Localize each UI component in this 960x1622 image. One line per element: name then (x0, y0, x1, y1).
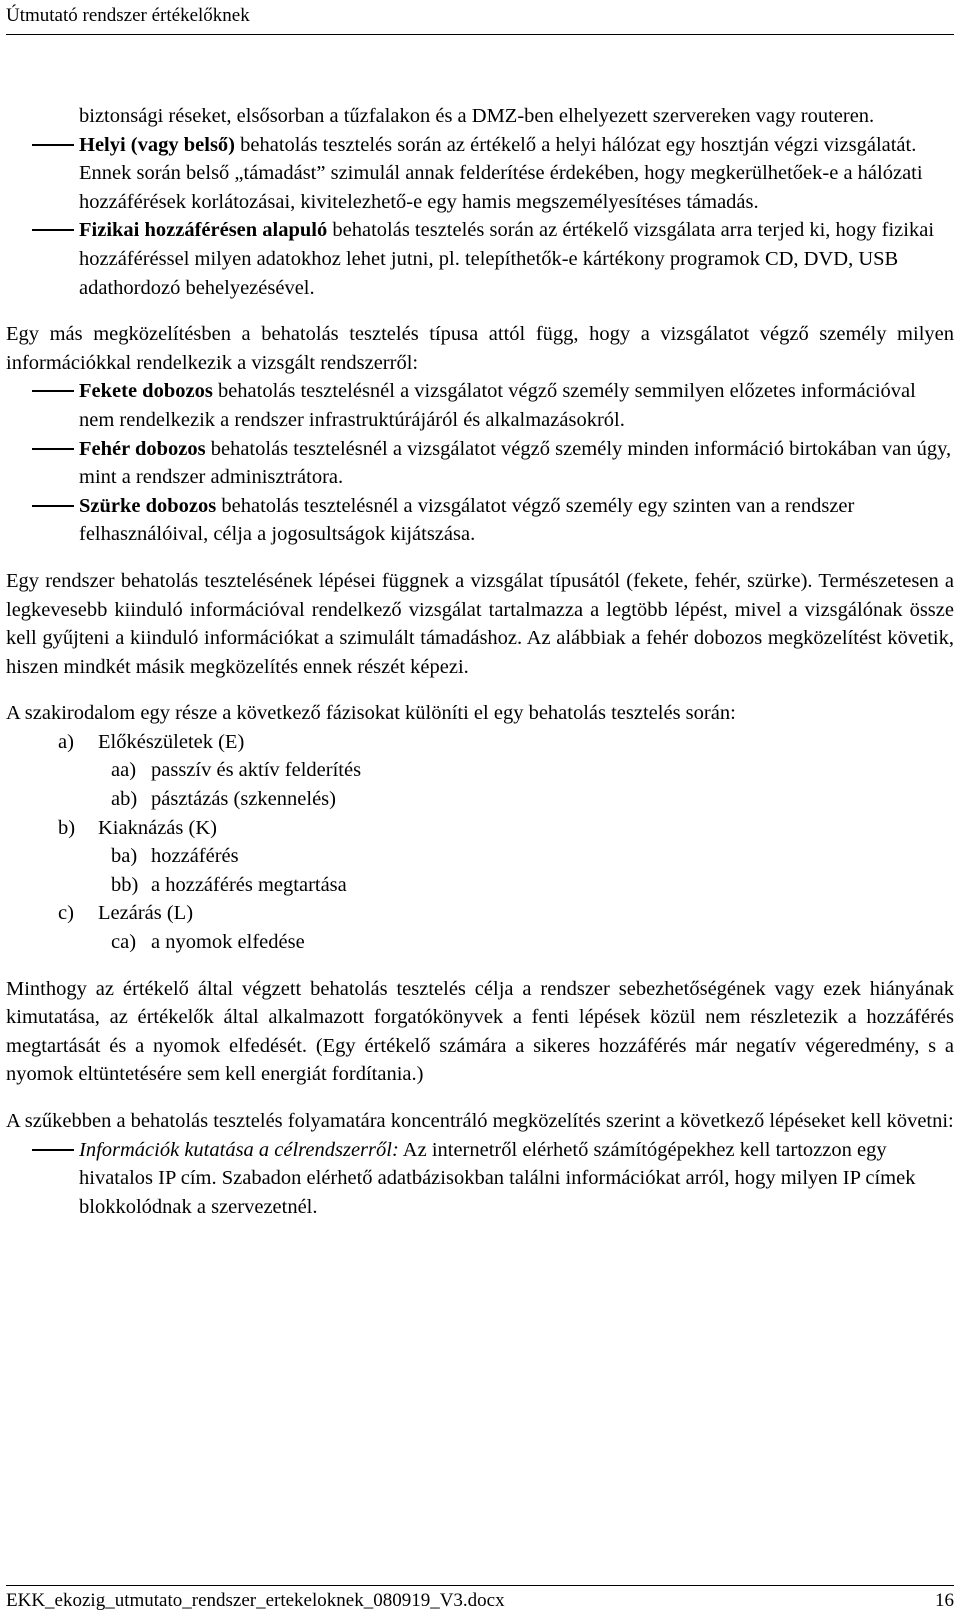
continued-text (6, 102, 954, 131)
list-marker: ba) (111, 845, 138, 868)
page-number: 16 (935, 1590, 954, 1611)
term-bold: Helyi (vagy belső) (79, 133, 236, 156)
phase-item (6, 728, 954, 757)
dash-bullet-icon (32, 229, 74, 231)
subphase-item (6, 756, 954, 785)
term-bold: Fizikai hozzáférésen alapuló (79, 219, 328, 242)
phase-label: Lezárás (L) (98, 902, 194, 925)
term-bold: Szürke dobozos (79, 494, 217, 517)
item-text: Az internetről elérhető számítógépekhez kell tartozzon egy hivatalos IP cím. Szabadon elérhető adatbázisokban találni információkat arról, hogy milyen IP címek blokkolódnak a szervezetnél. (79, 1138, 916, 1218)
item-text: behatolás tesztelésnél a vizsgálatot végző személy semmilyen előzetes információval nem rendelkezik a rendszer infrastruktúrájáról és alkalmazásokról. (79, 380, 916, 431)
list-item (6, 435, 954, 492)
phase-list (6, 728, 954, 957)
subphase-label: passzív és aktív felderítés (151, 759, 362, 782)
paragraph: Egy rendszer behatolás tesztelésének lépései függnek a vizsgálat típusától (fekete, fehér, szürke). Természetesen a legkevesebb kiinduló információval rendelkező vizsgálat tartalmazza a legtöbb lépést, mivel a vizsgálónak össze kell gyűjteni a kiinduló információkat a szimulált támadáshoz. Az alábbiak a fehér dobozos megközelítést követik, hiszen mindkét másik megközelítés ennek részét képezi. (6, 569, 954, 678)
document-body (6, 102, 954, 1221)
item-text: behatolás tesztelés során az értékelő a helyi hálózat egy hosztján végzi vizsgálatát. Ennek során belső „támadást” szimulál annak felderítése érdekében, hogy megkerülhetőek-e a hálózati hozzáférések korlátozásai, kivitelezhető-e egy hamis megszemélyesítéses támadás. (79, 133, 923, 213)
item-text: behatolás tesztelésnél a vizsgálatot végző személy minden információ birtokában van úgy, mint a rendszer adminisztrátora. (79, 437, 952, 489)
dash-bullet-icon (32, 448, 74, 450)
item-text: behatolás tesztelés során az értékelő vizsgálata arra terjed ki, hogy fizikai hozzáféréssel milyen adatokhoz lehet jutni, pl. telepíthetők-e kártékony programok CD, DVD, USB adathordozó behelyezésével. (79, 219, 935, 299)
phase-item (6, 899, 954, 928)
phase-label: Előkészületek (E) (98, 730, 245, 753)
paragraph-text: biztonsági réseket, elsősorban a tűzfalakon és a DMZ-ben elhelyezett szervereken vagy routeren. (79, 105, 875, 127)
dash-bullet-icon (32, 1149, 74, 1151)
paragraph: Egy más megközelítésben a behatolás tesztelés típusa attól függ, hogy a vizsgálatot végző személy milyen információkkal rendelkezik a vizsgált rendszerről: (6, 323, 954, 374)
subphase-label: hozzáférés (151, 845, 239, 868)
subphase-item (6, 928, 954, 957)
paragraph: A szűkebben a behatolás tesztelés folyamatára koncentráló megközelítés szerint a következő lépéseket kell követni: (6, 1110, 954, 1132)
subphase-item (6, 785, 954, 814)
item-text: behatolás tesztelésnél a vizsgálatot végző személy egy szinten van a rendszer felhasználóival, célja a jogosultságok kijátszása. (79, 494, 855, 546)
list-marker: bb) (111, 873, 139, 896)
list-marker: c) (58, 902, 74, 925)
subphase-label: pásztázás (szkennelés) (151, 788, 336, 811)
list-item (6, 216, 954, 302)
paragraph: Minthogy az értékelő által végzett behatolás tesztelés célja a rendszer sebezhetőségének vagy ezek hiányának kimutatása, az értékelők által alkalmazott forgatókönyvek a fenti lépések közül nem részletezik a hozzáférés megtartását és a nyomok elfedését. (Egy értékelő számára a sikeres hozzáférés már negatív végeredmény, s a nyomok eltüntetésére sem kell energiát fordítania.) (6, 977, 954, 1086)
list-item (6, 131, 954, 217)
footer-filename: EKK_ekozig_utmutato_rendszer_ertekeloknek_080919_V3.docx (6, 1590, 505, 1611)
list-item (6, 492, 954, 549)
subphase-label: a hozzáférés megtartása (151, 873, 347, 896)
subphase-item (6, 842, 954, 871)
page-header (6, 2, 954, 35)
dash-bullet-icon (32, 144, 74, 146)
subphase-item (6, 871, 954, 900)
list-marker: aa) (111, 759, 137, 782)
dash-bullet-icon (32, 390, 74, 392)
phase-label: Kiaknázás (K) (98, 816, 217, 839)
subphase-label: a nyomok elfedése (151, 931, 305, 954)
paragraph: A szakirodalom egy része a következő fázisokat különíti el egy behatolás tesztelés során: (6, 702, 736, 725)
dash-bullet-icon (32, 505, 74, 507)
term-italic: Információk kutatása a célrendszerről: (79, 1138, 399, 1161)
term-bold: Fekete dobozos (79, 380, 213, 403)
phase-item (6, 814, 954, 843)
page-footer (6, 1585, 954, 1616)
list-marker: ca) (111, 931, 137, 954)
list-marker: b) (58, 816, 76, 839)
header-title: Útmutató rendszer értékelőknek (6, 5, 250, 26)
list-marker: a) (58, 730, 74, 753)
term-bold: Fehér dobozos (79, 437, 206, 460)
list-marker: ab) (111, 788, 138, 811)
list-item (6, 1136, 954, 1222)
list-item (6, 377, 954, 434)
